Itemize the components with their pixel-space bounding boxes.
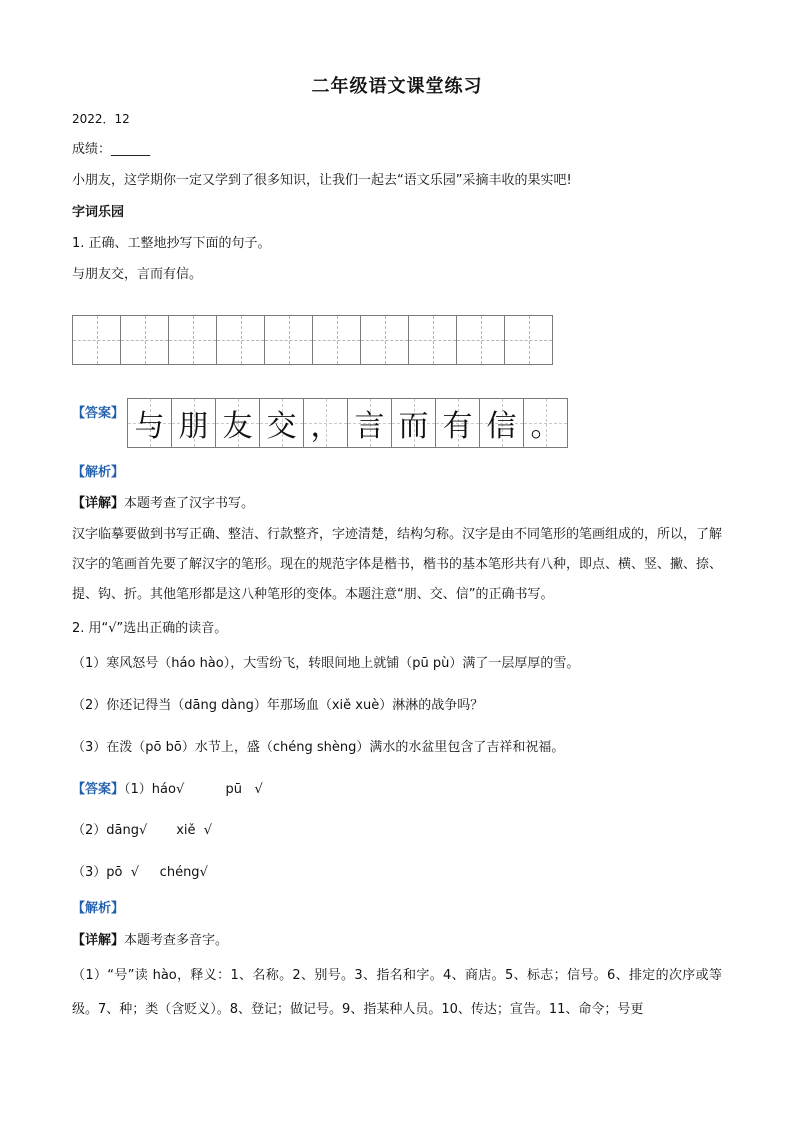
explanation-paragraph-1: 汉字临摹要做到书写正确、整洁、行款整齐，字迹清楚，结构匀称。汉字是由不同笔形的笔画组成的，所以，了解汉字的笔画首先要了解汉字的笔形。现在的规范字体是楷书，楷书的基本笔形共有八种，即点、横、竖、撇、捺、提、钩、折。其他笔形都是这八种笔形的变体。本题注意“朋、交、信”的正确书写。	[72, 527, 723, 602]
answer-text: （3）pō √ chéng√	[72, 865, 208, 880]
analysis-label-2: 【解析】	[72, 901, 125, 916]
writing-cell[interactable]	[265, 316, 313, 364]
detail-line-1	[72, 495, 254, 513]
score-label: 成绩：	[72, 142, 112, 157]
answer-char: 朋	[172, 399, 216, 447]
writing-cell[interactable]	[169, 316, 217, 364]
question-2-prompt: 2. 用“√”选出正确的读音。	[72, 621, 228, 636]
detail-text-2: 本题考查多音字。	[124, 933, 229, 948]
question-2-item: （3）在泼（pō bō）水节上，盛（chéng shèng）满水的水盆里包含了吉祥和祝福。	[72, 740, 565, 755]
detail-label-2: 【详解】	[72, 933, 125, 948]
section-heading: 字词乐园	[72, 205, 125, 220]
writing-cell[interactable]	[73, 316, 121, 364]
answer-label-1: 【答案】	[72, 406, 125, 421]
answer-char: 友	[216, 399, 260, 447]
explanation-paragraph-2: （1）“号”读 hào，释义：1、名称。2、别号。3、指名和字。4、商店。5、标志；信号。6、排定的次序或等级。7、种；类（含贬义）。8、登记；做记号。9、指某种人员。10、传达；宣告。11、命令；号更	[72, 968, 722, 1017]
writing-cell[interactable]	[121, 316, 169, 364]
detail-text-1: 本题考查了汉字书写。	[124, 496, 255, 511]
score-line	[72, 141, 150, 159]
question-1-prompt: 1. 正确、工整地抄写下面的句子。	[72, 236, 271, 251]
answer-char: 。	[524, 399, 568, 447]
answer-text: （1）háo√ pū √	[124, 782, 263, 797]
writing-grid[interactable]	[72, 315, 553, 365]
writing-cell[interactable]	[361, 316, 409, 364]
analysis-label-1: 【解析】	[72, 465, 125, 480]
answer-char: 言	[348, 399, 392, 447]
answer-char: 有	[436, 399, 480, 447]
answer-label-2: 【答案】	[72, 782, 125, 797]
writing-cell[interactable]	[409, 316, 457, 364]
question-2-item: （1）寒风怒号（háo hào），大雪纷飞，转眼间地上就铺（pū pù）满了一层厚厚的雪。	[72, 656, 580, 671]
answer-char: ，	[304, 399, 348, 447]
answer-char: 信	[480, 399, 524, 447]
page-title: 二年级语文课堂练习	[311, 76, 483, 97]
answer-char: 与	[128, 399, 172, 447]
answer-text: （2）dāng√ xiě √	[72, 823, 213, 838]
detail-line-2	[72, 932, 228, 950]
detail-label-1: 【详解】	[72, 496, 125, 511]
writing-cell[interactable]	[217, 316, 265, 364]
answer-line-2-1	[72, 781, 263, 799]
writing-cell[interactable]	[505, 316, 553, 364]
writing-cell[interactable]	[457, 316, 505, 364]
question-2-item: （2）你还记得当（dāng dàng）年那场血（xiě xuè）淋淋的战争吗？	[72, 698, 484, 713]
answer-char: 而	[392, 399, 436, 447]
date-text: 2022．12	[72, 112, 130, 126]
answer-grid	[127, 398, 568, 448]
intro-text: 小朋友，这学期你一定又学到了很多知识，让我们一起去“语文乐园”采摘丰收的果实吧!	[72, 173, 572, 188]
answer-char: 交	[260, 399, 304, 447]
score-blank[interactable]: ______	[111, 142, 151, 157]
question-1-sentence: 与朋友交，言而有信。	[72, 267, 203, 282]
writing-cell[interactable]	[313, 316, 361, 364]
